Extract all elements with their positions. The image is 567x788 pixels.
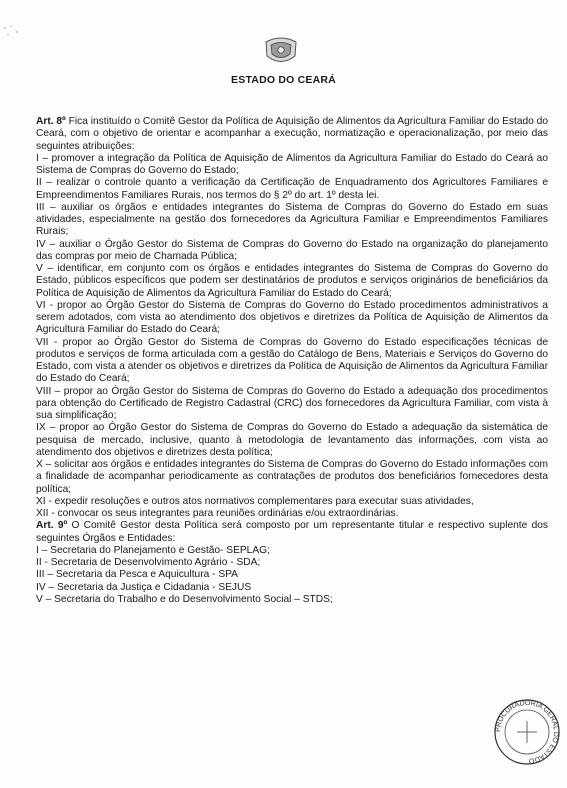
article-number: Art. 8º bbox=[36, 116, 66, 127]
paragraph-text: XII - convocar os seus integrantes para reuniões ordinárias e/ou extraordinárias. bbox=[36, 508, 399, 519]
paragraph-text: O Comitê Gestor desta Política será composto por um representante titular e respectivo suplente dos seguintes Órgãos e Entidades: bbox=[36, 520, 548, 544]
paragraph-text: I – Secretaria do Planejamento e Gestão- SEPLAG; bbox=[36, 544, 270, 556]
procuradoria-stamp-icon bbox=[492, 697, 562, 767]
paragraph-text: XI - expedir resoluções e outros atos normativos complementares para executar suas atividades, bbox=[36, 495, 474, 507]
paragraph-text: III – auxiliar os órgãos e entidades integrantes do Sistema de Compras do Governo do Estado em suas atividades, especialmente na gestão dos fornecedores da Agricultura Familiar e Empreendimentos Familiares Rurais; bbox=[36, 201, 548, 238]
clause-paragraph bbox=[36, 508, 548, 520]
clause-paragraph bbox=[36, 582, 548, 594]
clause-paragraph bbox=[36, 459, 548, 496]
paragraph-text: VI - propor ao Órgão Gestor do Sistema de Compras do Governo do Estado procedimentos administrativos a serem adotados, com vista ao atendimento dos objetivos e diretrizes da Política de Aquisição de Alimentos da Agricultura Familiar do Estado do Ceará; bbox=[36, 299, 548, 336]
svg-text:PROCURADORIA GERAL DO ESTADO: PROCURADORIA GERAL DO ESTADO bbox=[494, 699, 560, 765]
clause-paragraph bbox=[36, 239, 548, 264]
clause-paragraph bbox=[36, 569, 548, 581]
document-body bbox=[36, 116, 548, 606]
clause-paragraph bbox=[36, 263, 548, 300]
paragraph-text: VIII – propor ao Órgão Gestor do Sistema de Compras do Governo do Estado a adequação dos procedimentos para obtenção do Certificado de Registro Cadastral (CRC) dos fornecedores da Agricultura Familiar, com vista à sua simplificação; bbox=[36, 385, 548, 421]
article-number: Art. 9º bbox=[36, 520, 68, 532]
scan-speck-mark bbox=[2, 24, 22, 38]
paragraph-text: II – realizar o controle quanto a verificação da Certificação de Enquadramento dos Agricultores Familiares e Empreendimentos Familiares Rurais, nos termos do § 2º do art. 1º desta lei. bbox=[36, 177, 548, 201]
paragraph-text: VII - propor ao Órgão Gestor do Sistema de Compras do Governo do Estado especificações técnicas de produtos e serviços de forma articulada com a gestão do Catálogo de Bens, Materiais e Serviços do Governo do Estado, com vista a atender os objetivos e diretrizes da Política de Aquisição de Alimentos da Agricultura Familiar do Estado do Ceará; bbox=[36, 336, 548, 385]
article-paragraph bbox=[36, 520, 548, 545]
clause-paragraph bbox=[36, 300, 548, 337]
paragraph-text: II - Secretaria de Desenvolvimento Agrário - SDA; bbox=[36, 557, 261, 568]
clause-paragraph bbox=[36, 557, 548, 569]
paragraph-text: Fica instituído o Comitê Gestor da Política de Aquisição de Alimentos da Agricultura Familiar do Estado do Ceará, com o objetivo de orientar e acompanhar a execução, normatização e operacionalização, por meio das seguintes atribuições: bbox=[36, 116, 548, 152]
clause-paragraph bbox=[36, 594, 548, 606]
clause-paragraph bbox=[36, 202, 548, 239]
clause-paragraph bbox=[36, 153, 548, 178]
paragraph-text: X – solicitar aos órgãos e entidades integrantes do Sistema de Compras do Governo do Estado informações com a finalidade de acompanhar periodicamente as contratações de produtos dos beneficiários fornecedores desta política; bbox=[36, 459, 548, 495]
clause-paragraph bbox=[36, 545, 548, 557]
paragraph-text: IX – propor ao Órgão Gestor do Sistema de Compras do Governo do Estado a adequação da sistemática de pesquisa de mercado, inclusive, quanto à metodologia de levantamento das informações, com vista ao atendimento dos objetivos e diretrizes desta política; bbox=[36, 422, 548, 458]
clause-paragraph bbox=[36, 177, 548, 202]
paragraph-text: V – identificar, em conjunto com os órgãos e entidades integrantes do Sistema de Compras do Governo do Estado, públicos específicos que podem ser destinatários de produtos e serviços originários de beneficiários da Política de Aquisição de Alimentos da Agricultura Familiar do Estado do Ceará; bbox=[36, 263, 548, 299]
page-title: ESTADO DO CEARÁ bbox=[231, 74, 336, 86]
clause-paragraph bbox=[36, 422, 548, 459]
paragraph-text: IV – Secretaria da Justiça e Cidadania - SEJUS bbox=[36, 581, 252, 593]
paragraph-text: I – promover a integração da Política de Aquisição de Alimentos da Agricultura Familiar do Estado do Ceará ao Sistema de Compras do Governo do Estado; bbox=[36, 152, 548, 176]
paragraph-text: V – Secretaria do Trabalho e do Desenvolvimento Social – STDS; bbox=[36, 593, 333, 605]
state-coat-of-arms-icon bbox=[262, 36, 300, 66]
article-paragraph bbox=[36, 116, 548, 153]
clause-paragraph bbox=[36, 386, 548, 423]
paragraph-text: IV – auxiliar o Órgão Gestor do Sistema de Compras do Governo do Estado na organização do planejamento das compras por meio de Chamada Pública; bbox=[36, 238, 548, 262]
paragraph-text: III – Secretaria da Pesca e Aquicultura - SPA bbox=[36, 569, 238, 581]
clause-paragraph bbox=[36, 496, 548, 508]
clause-paragraph bbox=[36, 337, 548, 386]
